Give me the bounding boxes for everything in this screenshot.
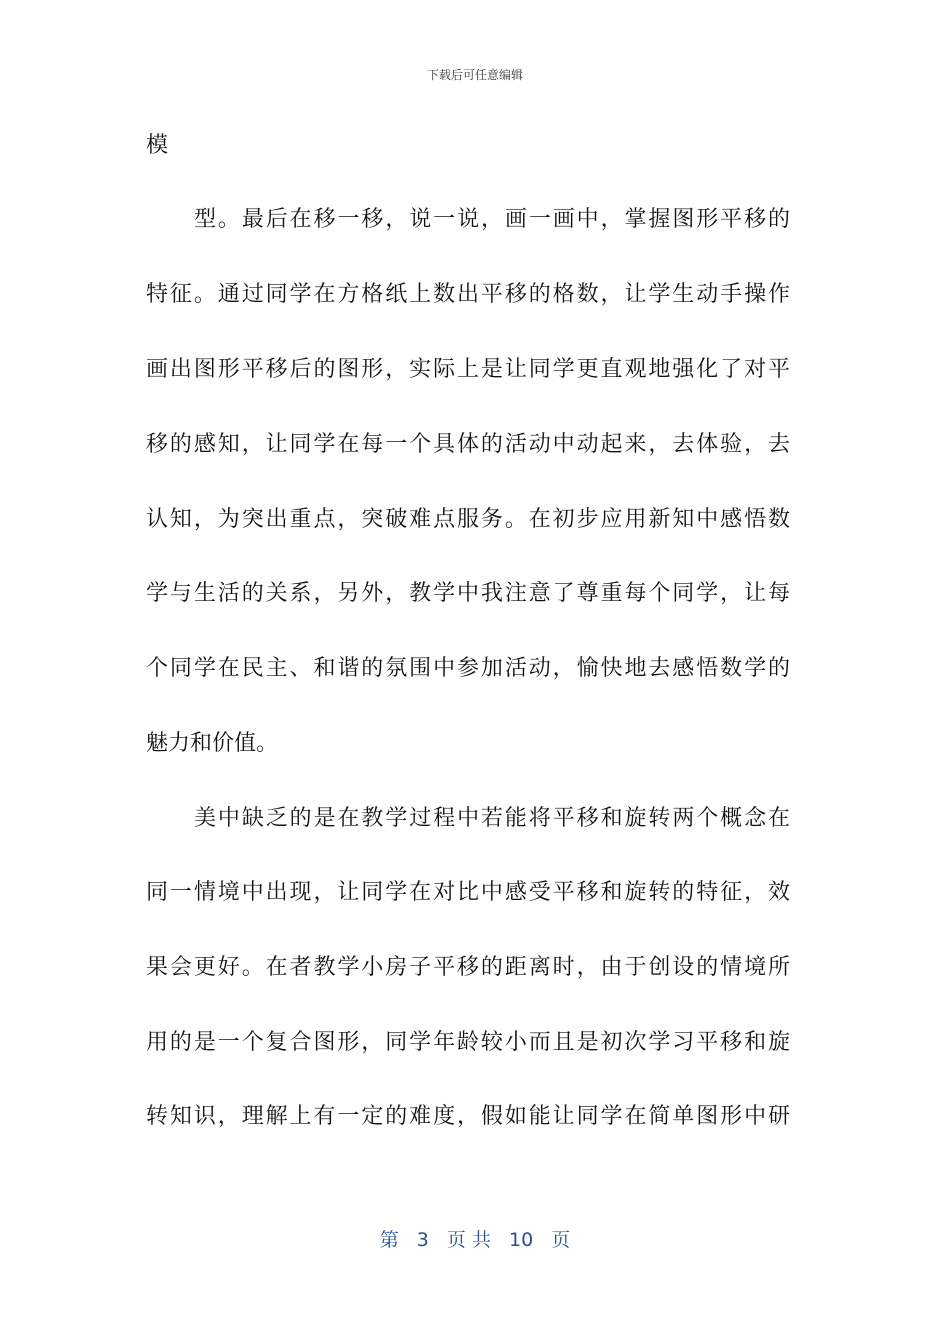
text-line: 学与生活的关系，另外，教学中我注意了尊重每个同学，让每: [146, 581, 790, 606]
text-line: 认知，为突出重点，突破难点服务。在初步应用新知中感悟数: [146, 507, 790, 532]
text-line: 美中缺乏的是在教学过程中若能将平移和旋转两个概念在: [194, 806, 790, 831]
footer-suffix: 页: [551, 1229, 571, 1251]
page-header-note: 下载后可任意编辑: [426, 68, 523, 82]
text-line: 模: [146, 133, 169, 158]
footer-current-page: 3: [416, 1229, 429, 1251]
text-line: 转知识，理解上有一定的难度，假如能让同学在简单图形中研: [146, 1104, 790, 1129]
footer-prefix: 第: [379, 1229, 399, 1251]
text-line: 同一情境中出现，让同学在对比中感受平移和旋转的特征，效: [146, 880, 790, 905]
text-line: 型。最后在移一移，说一说，画一画中，掌握图形平移的: [194, 207, 790, 232]
text-line: 特征。通过同学在方格纸上数出平移的格数，让学生动手操作: [146, 282, 790, 307]
page-footer: [0, 1225, 950, 1252]
text-line: 个同学在民主、和谐的氛围中参加活动，愉快地去感悟数学的: [146, 656, 790, 681]
text-line: 用的是一个复合图形，同学年龄较小而且是初次学习平移和旋: [146, 1030, 790, 1055]
text-line: 魅力和价值。: [146, 731, 279, 756]
footer-total-pages: 10: [509, 1229, 534, 1251]
text-line: 画出图形平移后的图形，实际上是让同学更直观地强化了对平: [146, 357, 790, 382]
text-line: 果会更好。在者教学小房子平移的距离时，由于创设的情境所: [146, 955, 790, 980]
text-line: 移的感知，让同学在每一个具体的活动中动起来，去体验，去: [146, 432, 790, 457]
footer-middle: 页 共: [446, 1229, 491, 1251]
